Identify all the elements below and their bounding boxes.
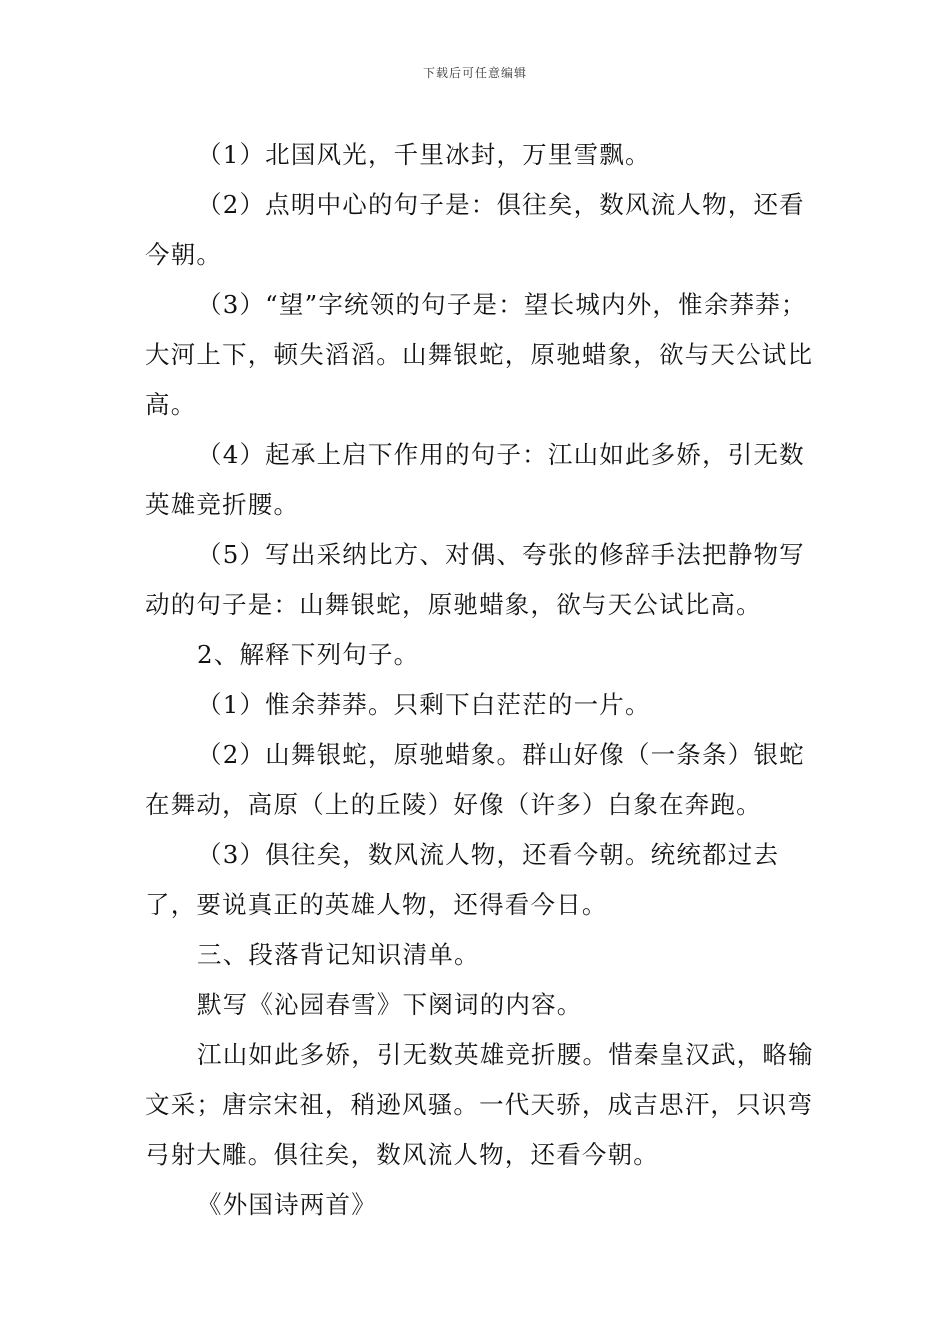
paragraph-answer-3: （3）“望”字统领的句子是：望长城内外，惟余莽莽；大河上下，顿失滔滔。山舞银蛇，原驰蜡象，欲与天公试比高。 (145, 290, 814, 419)
document-body (145, 130, 825, 1230)
section-title-foreign-poems: 《外国诗两首》 (197, 1190, 377, 1219)
section-heading-explain: 2、解释下列句子。 (197, 640, 420, 669)
page-header: 下载后可任意编辑 (422, 66, 527, 80)
paragraph-answer-5: （5）写出采纳比方、对偶、夸张的修辞手法把静物写动的句子是：山舞银蛇，原驰蜡象，欲与天公试比高。 (145, 540, 805, 619)
paragraph-answer-1: （1）北国风光，千里冰封，万里雪飘。 (197, 140, 651, 169)
section-heading-recite: 三、段落背记知识清单。 (197, 940, 480, 969)
paragraph-answer-2: （2）点明中心的句子是：俱往矣，数风流人物，还看今朝。 (145, 190, 805, 269)
paragraph-explain-2: （2）山舞银蛇，原驰蜡象。群山好像（一条条）银蛇在舞动，高原（上的丘陵）好像（许多）白象在奔跑。 (145, 740, 805, 819)
paragraph-answer-4: （4）起承上启下作用的句子：江山如此多娇，引无数英雄竞折腰。 (145, 440, 805, 519)
paragraph-explain-1: （1）惟余莽莽。只剩下白茫茫的一片。 (197, 690, 651, 719)
paragraph-poem-text: 江山如此多娇，引无数英雄竞折腰。惜秦皇汉武，略输文采；唐宗宋祖，稍逊风骚。一代天骄，成吉思汗，只识弯弓射大雕。俱往矣，数风流人物，还看今朝。 (145, 1040, 814, 1169)
paragraph-recite-instruction: 默写《沁园春雪》下阕词的内容。 (197, 990, 583, 1019)
paragraph-explain-3: （3）俱往矣，数风流人物，还看今朝。统统都过去了，要说真正的英雄人物，还得看今日。 (145, 840, 780, 919)
